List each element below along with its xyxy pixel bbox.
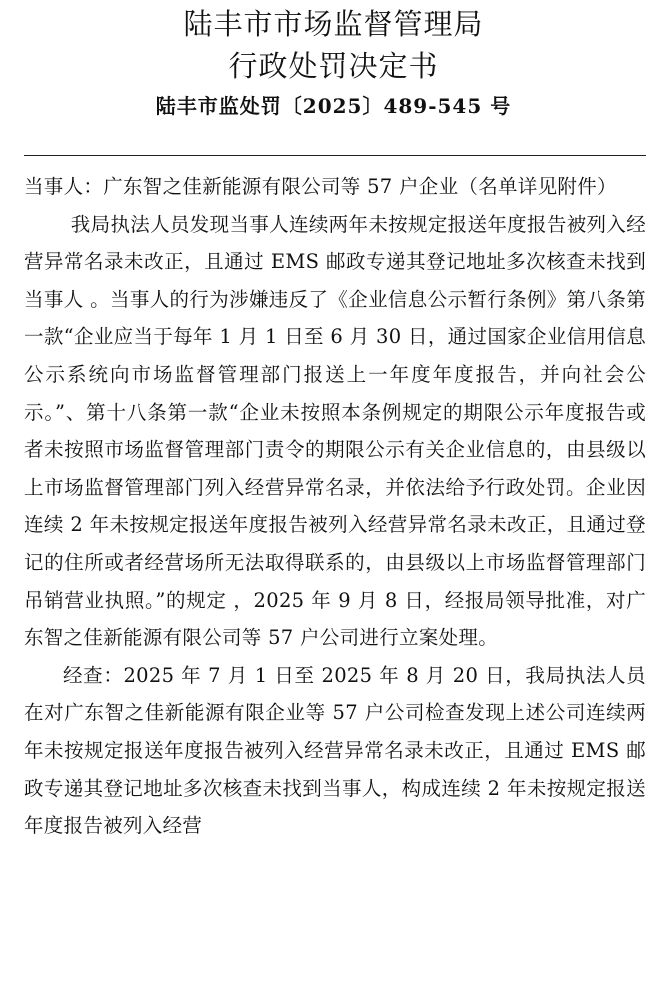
document-number: 陆丰市监处罚〔2025〕489-545 号 (155, 94, 512, 118)
investigation-paragraph: 经查：2025 年 7 月 1 日至 2025 年 8 月 20 日，我局执法人员在对广东智之佳新能源有限企业等 57 户公司检查发现上述公司连续两年未按规定报送年度报告被列入经营异常名录未改正，且通过 EMS 邮政专递其登记地址多次核查未找到当事人，构成连续 2 年未按规定报送年度报告被列入经营 (24, 663, 646, 838)
agency-title: 陆丰市市场监督管理局 (183, 7, 484, 41)
document-type-title: 行政处罚决定书 (228, 49, 439, 83)
facts-paragraph: 我局执法人员发现当事人连续两年未按规定报送年度报告被列入经营异常名录未改正，且通过 EMS 邮政专递其登记地址多次核查未找到当事人 。当事人的行为涉嫌违反了《企业信息公示暂行条例》第八条第一款“企业应当于每年 1 月 1 日至 6 月 30 日，通过国家企业信用信息公示系统向市场监督管理部门报送上一年度年度报告，并向社会公示。”、第十八条第一款“企业未按照本条例规定的期限公示年度报告或者未按照市场监督管理部门责令的期限公示有关企业信息的，由县级以上市场监督管理部门列入经营异常名录，并依法给予行政处罚。企业因连续 2 年未按规定报送年度报告被列入经营异常名录未改正，且通过登记的住所或者经营场所无法取得联系的，由县级以上市场监督管理部门吊销营业执照。”的规定 ，2025 年 9 月 8 日，经报局领导批准，对广东智之佳新能源有限公司等 57 户公司进行立案处理。 (24, 212, 646, 650)
header-divider (24, 155, 646, 156)
party-paragraph: 当事人：广东智之佳新能源有限公司等 57 户企业（名单详见附件） (24, 175, 617, 198)
document-body (24, 168, 646, 845)
